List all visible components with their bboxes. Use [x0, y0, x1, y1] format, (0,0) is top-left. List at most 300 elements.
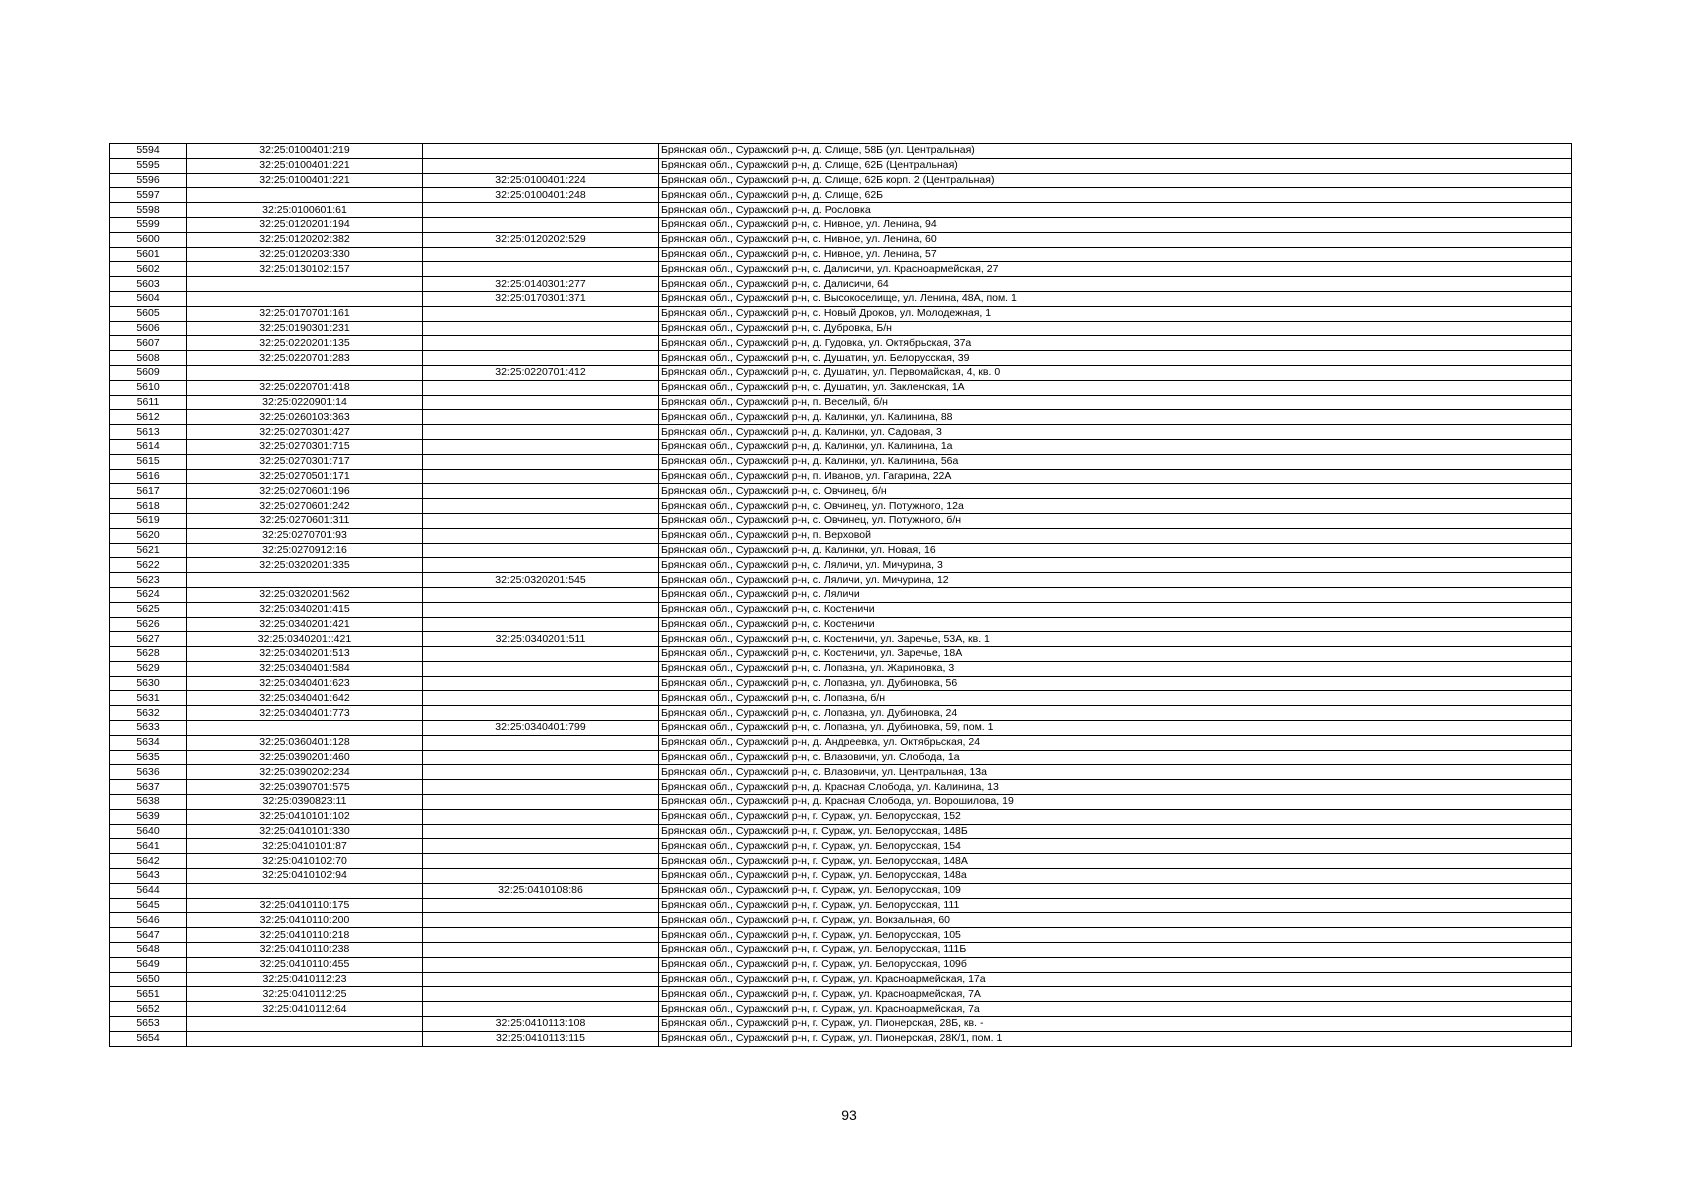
address-cell: Брянская обл., Суражский р-н, д. Слище, 62Б [659, 188, 1572, 203]
cadastral-number-cell: 32:25:0120202:382 [187, 232, 423, 247]
cadastral-number-cell: 32:25:0270501:171 [187, 469, 423, 484]
table-row [110, 380, 1572, 395]
cadastral-number-cell: 32:25:0130102:157 [187, 262, 423, 277]
address-cell: Брянская обл., Суражский р-н, с. Лопазна, ул. Дубиновка, 59, пом. 1 [659, 721, 1572, 736]
address-cell: Брянская обл., Суражский р-н, с. Душатин, ул. Закленская, 1А [659, 380, 1572, 395]
table-row [110, 883, 1572, 898]
related-cadastral-number-cell [423, 795, 659, 810]
row-number-cell: 5649 [110, 957, 187, 972]
row-number-cell: 5651 [110, 987, 187, 1002]
related-cadastral-number-cell [423, 587, 659, 602]
table-row [110, 306, 1572, 321]
address-cell: Брянская обл., Суражский р-н, д. Слище, 62Б (Центральная) [659, 158, 1572, 173]
table-row [110, 928, 1572, 943]
row-number-cell: 5625 [110, 602, 187, 617]
row-number-cell: 5640 [110, 824, 187, 839]
cadastral-number-cell: 32:25:0360401:128 [187, 735, 423, 750]
table-row [110, 158, 1572, 173]
row-number-cell: 5616 [110, 469, 187, 484]
address-cell: Брянская обл., Суражский р-н, с. Лопазна, ул. Жариновка, 3 [659, 661, 1572, 676]
row-number-cell: 5609 [110, 365, 187, 380]
table-row [110, 943, 1572, 958]
table-row [110, 706, 1572, 721]
table-row [110, 795, 1572, 810]
cadastral-number-cell: 32:25:0410110:455 [187, 957, 423, 972]
cadastral-number-cell: 32:25:0340401:623 [187, 676, 423, 691]
related-cadastral-number-cell [423, 943, 659, 958]
table-row [110, 336, 1572, 351]
page-number: 93 [841, 1107, 857, 1123]
address-cell: Брянская обл., Суражский р-н, г. Сураж, ул. Белорусская, 111 [659, 898, 1572, 913]
table-row [110, 869, 1572, 884]
related-cadastral-number-cell [423, 824, 659, 839]
cadastral-number-cell: 32:25:0410112:25 [187, 987, 423, 1002]
row-number-cell: 5626 [110, 617, 187, 632]
cadastral-number-cell: 32:25:0340201:421 [187, 617, 423, 632]
row-number-cell: 5648 [110, 943, 187, 958]
table-row [110, 188, 1572, 203]
table-row [110, 232, 1572, 247]
cadastral-number-cell: 32:25:0270301:715 [187, 439, 423, 454]
cadastral-number-cell: 32:25:0340201:513 [187, 647, 423, 662]
address-cell: Брянская обл., Суражский р-н, д. Гудовка, ул. Октябрьская, 37а [659, 336, 1572, 351]
address-cell: Брянская обл., Суражский р-н, с. Лопазна, б/н [659, 691, 1572, 706]
related-cadastral-number-cell: 32:25:0340201:511 [423, 632, 659, 647]
address-cell: Брянская обл., Суражский р-н, с. Нивное, ул. Ленина, 94 [659, 217, 1572, 232]
cadastral-number-cell: 32:25:0410102:94 [187, 869, 423, 884]
related-cadastral-number-cell [423, 987, 659, 1002]
address-cell: Брянская обл., Суражский р-н, с. Душатин, ул. Первомайская, 4, кв. 0 [659, 365, 1572, 380]
address-cell: Брянская обл., Суражский р-н, г. Сураж, ул. Белорусская, 148А [659, 854, 1572, 869]
row-number-cell: 5612 [110, 410, 187, 425]
address-cell: Брянская обл., Суражский р-н, с. Далисичи, 64 [659, 277, 1572, 292]
row-number-cell: 5630 [110, 676, 187, 691]
related-cadastral-number-cell [423, 898, 659, 913]
row-number-cell: 5607 [110, 336, 187, 351]
cadastral-number-cell: 32:25:0220201:135 [187, 336, 423, 351]
address-cell: Брянская обл., Суражский р-н, с. Новый Дроков, ул. Молодежная, 1 [659, 306, 1572, 321]
row-number-cell: 5644 [110, 883, 187, 898]
cadastral-number-cell: 32:25:0340201::421 [187, 632, 423, 647]
table-row [110, 913, 1572, 928]
cadastral-number-cell: 32:25:0410110:218 [187, 928, 423, 943]
related-cadastral-number-cell [423, 336, 659, 351]
row-number-cell: 5624 [110, 587, 187, 602]
table-row [110, 543, 1572, 558]
row-number-cell: 5618 [110, 499, 187, 514]
related-cadastral-number-cell [423, 839, 659, 854]
cadastral-number-cell: 32:25:0340201:415 [187, 602, 423, 617]
row-number-cell: 5620 [110, 528, 187, 543]
table-row [110, 351, 1572, 366]
address-cell: Брянская обл., Суражский р-н, г. Сураж, ул. Пионерская, 28Б, кв. - [659, 1017, 1572, 1032]
cadastral-number-cell: 32:25:0340401:584 [187, 661, 423, 676]
related-cadastral-number-cell [423, 454, 659, 469]
related-cadastral-number-cell [423, 913, 659, 928]
address-cell: Брянская обл., Суражский р-н, с. Далисичи, ул. Красноармейская, 27 [659, 262, 1572, 277]
address-cell: Брянская обл., Суражский р-н, с. Костеничи [659, 617, 1572, 632]
address-cell: Брянская обл., Суражский р-н, г. Сураж, ул. Белорусская, 148Б [659, 824, 1572, 839]
related-cadastral-number-cell [423, 410, 659, 425]
table-row [110, 425, 1572, 440]
cadastral-number-cell [187, 883, 423, 898]
table-row [110, 454, 1572, 469]
row-number-cell: 5621 [110, 543, 187, 558]
address-cell: Брянская обл., Суражский р-н, с. Дубровка, Б/н [659, 321, 1572, 336]
row-number-cell: 5635 [110, 750, 187, 765]
table-row [110, 499, 1572, 514]
related-cadastral-number-cell [423, 928, 659, 943]
address-cell: Брянская обл., Суражский р-н, г. Сураж, ул. Красноармейская, 17а [659, 972, 1572, 987]
cadastral-number-cell: 32:25:0270601:242 [187, 499, 423, 514]
cadastral-number-cell: 32:25:0390201:460 [187, 750, 423, 765]
related-cadastral-number-cell: 32:25:0120202:529 [423, 232, 659, 247]
cadastral-number-cell: 32:25:0410112:64 [187, 1002, 423, 1017]
table-row [110, 513, 1572, 528]
row-number-cell: 5629 [110, 661, 187, 676]
row-number-cell: 5637 [110, 780, 187, 795]
cadastral-number-cell: 32:25:0390701:575 [187, 780, 423, 795]
table-row [110, 765, 1572, 780]
cadastral-number-cell: 32:25:0220701:418 [187, 380, 423, 395]
row-number-cell: 5628 [110, 647, 187, 662]
cadastral-number-cell: 32:25:0410102:70 [187, 854, 423, 869]
row-number-cell: 5646 [110, 913, 187, 928]
row-number-cell: 5622 [110, 558, 187, 573]
row-number-cell: 5623 [110, 573, 187, 588]
row-number-cell: 5611 [110, 395, 187, 410]
table-row [110, 203, 1572, 218]
row-number-cell: 5642 [110, 854, 187, 869]
table-row [110, 721, 1572, 736]
table-row [110, 957, 1572, 972]
address-cell: Брянская обл., Суражский р-н, д. Слище, 62Б корп. 2 (Центральная) [659, 173, 1572, 188]
cadastral-number-cell: 32:25:0410110:175 [187, 898, 423, 913]
address-cell: Брянская обл., Суражский р-н, с. Влазовичи, ул. Центральная, 13а [659, 765, 1572, 780]
address-cell: Брянская обл., Суражский р-н, г. Сураж, ул. Белорусская, 148а [659, 869, 1572, 884]
table-row [110, 217, 1572, 232]
related-cadastral-number-cell [423, 499, 659, 514]
cadastral-number-cell: 32:25:0390823:11 [187, 795, 423, 810]
cadastral-number-cell: 32:25:0410112:23 [187, 972, 423, 987]
address-cell: Брянская обл., Суражский р-н, д. Красная Слобода, ул. Ворошилова, 19 [659, 795, 1572, 810]
table-row [110, 691, 1572, 706]
related-cadastral-number-cell [423, 780, 659, 795]
address-cell: Брянская обл., Суражский р-н, д. Красная Слобода, ул. Калинина, 13 [659, 780, 1572, 795]
address-cell: Брянская обл., Суражский р-н, д. Калинки, ул. Калинина, 1а [659, 439, 1572, 454]
cadastral-number-cell: 32:25:0100401:221 [187, 158, 423, 173]
related-cadastral-number-cell [423, 380, 659, 395]
row-number-cell: 5632 [110, 706, 187, 721]
related-cadastral-number-cell [423, 602, 659, 617]
row-number-cell: 5652 [110, 1002, 187, 1017]
address-cell: Брянская обл., Суражский р-н, д. Калинки, ул. Садовая, 3 [659, 425, 1572, 440]
cadastral-number-cell: 32:25:0190301:231 [187, 321, 423, 336]
row-number-cell: 5605 [110, 306, 187, 321]
address-cell: Брянская обл., Суражский р-н, с. Костеничи, ул. Заречье, 18А [659, 647, 1572, 662]
related-cadastral-number-cell [423, 469, 659, 484]
related-cadastral-number-cell: 32:25:0410113:115 [423, 1031, 659, 1046]
table-row [110, 602, 1572, 617]
row-number-cell: 5633 [110, 721, 187, 736]
address-cell: Брянская обл., Суражский р-н, г. Сураж, ул. Белорусская, 105 [659, 928, 1572, 943]
related-cadastral-number-cell [423, 661, 659, 676]
table-row [110, 676, 1572, 691]
row-number-cell: 5643 [110, 869, 187, 884]
address-cell: Брянская обл., Суражский р-н, д. Калинки, ул. Новая, 16 [659, 543, 1572, 558]
row-number-cell: 5634 [110, 735, 187, 750]
related-cadastral-number-cell [423, 647, 659, 662]
row-number-cell: 5606 [110, 321, 187, 336]
row-number-cell: 5653 [110, 1017, 187, 1032]
related-cadastral-number-cell: 32:25:0220701:412 [423, 365, 659, 380]
cadastral-number-cell [187, 1031, 423, 1046]
related-cadastral-number-cell: 32:25:0410108:86 [423, 883, 659, 898]
address-cell: Брянская обл., Суражский р-н, с. Костеничи, ул. Заречье, 53А, кв. 1 [659, 632, 1572, 647]
address-cell: Брянская обл., Суражский р-н, д. Рословка [659, 203, 1572, 218]
cadastral-number-cell: 32:25:0100401:221 [187, 173, 423, 188]
cadastral-number-cell: 32:25:0120203:330 [187, 247, 423, 262]
address-cell: Брянская обл., Суражский р-н, п. Иванов, ул. Гагарина, 22А [659, 469, 1572, 484]
address-cell: Брянская обл., Суражский р-н, г. Сураж, ул. Пионерская, 28К/1, пом. 1 [659, 1031, 1572, 1046]
row-number-cell: 5598 [110, 203, 187, 218]
address-cell: Брянская обл., Суражский р-н, п. Верховой [659, 528, 1572, 543]
table-row [110, 987, 1572, 1002]
cadastral-number-cell [187, 721, 423, 736]
cadastral-number-cell: 32:25:0410101:102 [187, 809, 423, 824]
table-row [110, 824, 1572, 839]
related-cadastral-number-cell: 32:25:0100401:224 [423, 173, 659, 188]
related-cadastral-number-cell [423, 558, 659, 573]
row-number-cell: 5600 [110, 232, 187, 247]
address-cell: Брянская обл., Суражский р-н, с. Нивное, ул. Ленина, 60 [659, 232, 1572, 247]
table-row [110, 780, 1572, 795]
table-row [110, 1031, 1572, 1046]
related-cadastral-number-cell [423, 321, 659, 336]
records-table-body [110, 144, 1572, 1047]
address-cell: Брянская обл., Суражский р-н, с. Ляличи, ул. Мичурина, 3 [659, 558, 1572, 573]
cadastral-number-cell: 32:25:0270601:311 [187, 513, 423, 528]
cadastral-number-cell [187, 188, 423, 203]
cadastral-number-cell: 32:25:0320201:562 [187, 587, 423, 602]
related-cadastral-number-cell [423, 750, 659, 765]
related-cadastral-number-cell [423, 617, 659, 632]
address-cell: Брянская обл., Суражский р-н, г. Сураж, ул. Вокзальная, 60 [659, 913, 1572, 928]
row-number-cell: 5608 [110, 351, 187, 366]
cadastral-number-cell [187, 365, 423, 380]
address-cell: Брянская обл., Суражский р-н, г. Сураж, ул. Красноармейская, 7А [659, 987, 1572, 1002]
row-number-cell: 5627 [110, 632, 187, 647]
table-row [110, 528, 1572, 543]
table-row [110, 1017, 1572, 1032]
related-cadastral-number-cell [423, 247, 659, 262]
table-row [110, 291, 1572, 306]
related-cadastral-number-cell: 32:25:0100401:248 [423, 188, 659, 203]
cadastral-number-cell [187, 573, 423, 588]
table-row [110, 277, 1572, 292]
row-number-cell: 5650 [110, 972, 187, 987]
related-cadastral-number-cell [423, 425, 659, 440]
table-row [110, 972, 1572, 987]
address-cell: Брянская обл., Суражский р-н, с. Ляличи, ул. Мичурина, 12 [659, 573, 1572, 588]
cadastral-number-cell [187, 291, 423, 306]
related-cadastral-number-cell [423, 484, 659, 499]
table-row [110, 809, 1572, 824]
related-cadastral-number-cell: 32:25:0140301:277 [423, 277, 659, 292]
related-cadastral-number-cell [423, 203, 659, 218]
cadastral-number-cell: 32:25:0410101:330 [187, 824, 423, 839]
related-cadastral-number-cell [423, 957, 659, 972]
cadastral-number-cell: 32:25:0270301:717 [187, 454, 423, 469]
row-number-cell: 5603 [110, 277, 187, 292]
address-cell: Брянская обл., Суражский р-н, д. Андреевка, ул. Октябрьская, 24 [659, 735, 1572, 750]
address-cell: Брянская обл., Суражский р-н, с. Лопазна, ул. Дубиновка, 56 [659, 676, 1572, 691]
address-cell: Брянская обл., Суражский р-н, г. Сураж, ул. Белорусская, 111Б [659, 943, 1572, 958]
table-row [110, 750, 1572, 765]
cadastral-number-cell: 32:25:0340401:773 [187, 706, 423, 721]
table-row [110, 839, 1572, 854]
address-cell: Брянская обл., Суражский р-н, г. Сураж, ул. Белорусская, 109 [659, 883, 1572, 898]
table-row [110, 484, 1572, 499]
address-cell: Брянская обл., Суражский р-н, с. Нивное, ул. Ленина, 57 [659, 247, 1572, 262]
address-cell: Брянская обл., Суражский р-н, с. Влазовичи, ул. Слобода, 1а [659, 750, 1572, 765]
address-cell: Брянская обл., Суражский р-н, с. Овчинец, б/н [659, 484, 1572, 499]
related-cadastral-number-cell [423, 395, 659, 410]
table-row [110, 735, 1572, 750]
row-number-cell: 5602 [110, 262, 187, 277]
address-cell: Брянская обл., Суражский р-н, с. Овчинец, ул. Потужного, 12а [659, 499, 1572, 514]
related-cadastral-number-cell [423, 144, 659, 159]
row-number-cell: 5619 [110, 513, 187, 528]
related-cadastral-number-cell: 32:25:0410113:108 [423, 1017, 659, 1032]
cadastral-number-cell: 32:25:0220901:14 [187, 395, 423, 410]
address-cell: Брянская обл., Суражский р-н, с. Лопазна, ул. Дубиновка, 24 [659, 706, 1572, 721]
cadastral-number-cell: 32:25:0260103:363 [187, 410, 423, 425]
table-row [110, 262, 1572, 277]
cadastral-number-cell: 32:25:0100401:219 [187, 144, 423, 159]
related-cadastral-number-cell [423, 676, 659, 691]
cadastral-number-cell: 32:25:0170701:161 [187, 306, 423, 321]
address-cell: Брянская обл., Суражский р-н, г. Сураж, ул. Красноармейская, 7а [659, 1002, 1572, 1017]
table-row [110, 587, 1572, 602]
table-row [110, 321, 1572, 336]
table-row [110, 573, 1572, 588]
table-row [110, 898, 1572, 913]
related-cadastral-number-cell [423, 528, 659, 543]
row-number-cell: 5617 [110, 484, 187, 499]
related-cadastral-number-cell: 32:25:0170301:371 [423, 291, 659, 306]
cadastral-number-cell: 32:25:0390202:234 [187, 765, 423, 780]
table-row [110, 439, 1572, 454]
table-row [110, 365, 1572, 380]
row-number-cell: 5641 [110, 839, 187, 854]
address-cell: Брянская обл., Суражский р-н, с. Высокоселище, ул. Ленина, 48А, пом. 1 [659, 291, 1572, 306]
related-cadastral-number-cell [423, 809, 659, 824]
cadastral-number-cell: 32:25:0270701:93 [187, 528, 423, 543]
table-row [110, 1002, 1572, 1017]
related-cadastral-number-cell [423, 691, 659, 706]
row-number-cell: 5615 [110, 454, 187, 469]
cadastral-number-cell [187, 1017, 423, 1032]
row-number-cell: 5610 [110, 380, 187, 395]
related-cadastral-number-cell [423, 543, 659, 558]
table-row [110, 558, 1572, 573]
row-number-cell: 5638 [110, 795, 187, 810]
address-cell: Брянская обл., Суражский р-н, с. Ляличи [659, 587, 1572, 602]
row-number-cell: 5594 [110, 144, 187, 159]
table-row [110, 661, 1572, 676]
related-cadastral-number-cell: 32:25:0320201:545 [423, 573, 659, 588]
row-number-cell: 5595 [110, 158, 187, 173]
table-row [110, 173, 1572, 188]
row-number-cell: 5631 [110, 691, 187, 706]
address-cell: Брянская обл., Суражский р-н, д. Слище, 58Б (ул. Центральная) [659, 144, 1572, 159]
related-cadastral-number-cell [423, 513, 659, 528]
related-cadastral-number-cell [423, 1002, 659, 1017]
cadastral-number-cell: 32:25:0410101:87 [187, 839, 423, 854]
cadastral-number-cell: 32:25:0270912:16 [187, 543, 423, 558]
related-cadastral-number-cell [423, 262, 659, 277]
address-cell: Брянская обл., Суражский р-н, г. Сураж, ул. Белорусская, 154 [659, 839, 1572, 854]
row-number-cell: 5604 [110, 291, 187, 306]
row-number-cell: 5599 [110, 217, 187, 232]
cadastral-number-cell [187, 277, 423, 292]
cadastral-number-cell: 32:25:0410110:238 [187, 943, 423, 958]
cadastral-number-cell: 32:25:0270301:427 [187, 425, 423, 440]
cadastral-number-cell: 32:25:0100601:61 [187, 203, 423, 218]
table-row [110, 617, 1572, 632]
address-cell: Брянская обл., Суражский р-н, с. Костеничи [659, 602, 1572, 617]
address-cell: Брянская обл., Суражский р-н, д. Калинки, ул. Калинина, 88 [659, 410, 1572, 425]
related-cadastral-number-cell [423, 158, 659, 173]
row-number-cell: 5636 [110, 765, 187, 780]
table-row [110, 469, 1572, 484]
related-cadastral-number-cell [423, 735, 659, 750]
related-cadastral-number-cell [423, 869, 659, 884]
address-cell: Брянская обл., Суражский р-н, г. Сураж, ул. Белорусская, 109б [659, 957, 1572, 972]
row-number-cell: 5601 [110, 247, 187, 262]
row-number-cell: 5647 [110, 928, 187, 943]
related-cadastral-number-cell [423, 439, 659, 454]
related-cadastral-number-cell [423, 706, 659, 721]
address-cell: Брянская обл., Суражский р-н, г. Сураж, ул. Белорусская, 152 [659, 809, 1572, 824]
table-row [110, 632, 1572, 647]
related-cadastral-number-cell: 32:25:0340401:799 [423, 721, 659, 736]
related-cadastral-number-cell [423, 972, 659, 987]
cadastral-number-cell: 32:25:0320201:335 [187, 558, 423, 573]
related-cadastral-number-cell [423, 306, 659, 321]
table-row [110, 247, 1572, 262]
cadastral-number-cell: 32:25:0340401:642 [187, 691, 423, 706]
table-row [110, 395, 1572, 410]
address-cell: Брянская обл., Суражский р-н, п. Веселый, б/н [659, 395, 1572, 410]
table-row [110, 144, 1572, 159]
related-cadastral-number-cell [423, 854, 659, 869]
records-table [109, 143, 1572, 1047]
cadastral-number-cell: 32:25:0120201:194 [187, 217, 423, 232]
cadastral-number-cell: 32:25:0270601:196 [187, 484, 423, 499]
row-number-cell: 5639 [110, 809, 187, 824]
table-row [110, 647, 1572, 662]
related-cadastral-number-cell [423, 351, 659, 366]
row-number-cell: 5654 [110, 1031, 187, 1046]
row-number-cell: 5645 [110, 898, 187, 913]
row-number-cell: 5613 [110, 425, 187, 440]
related-cadastral-number-cell [423, 217, 659, 232]
cadastral-number-cell: 32:25:0220701:283 [187, 351, 423, 366]
table-row [110, 854, 1572, 869]
related-cadastral-number-cell [423, 765, 659, 780]
